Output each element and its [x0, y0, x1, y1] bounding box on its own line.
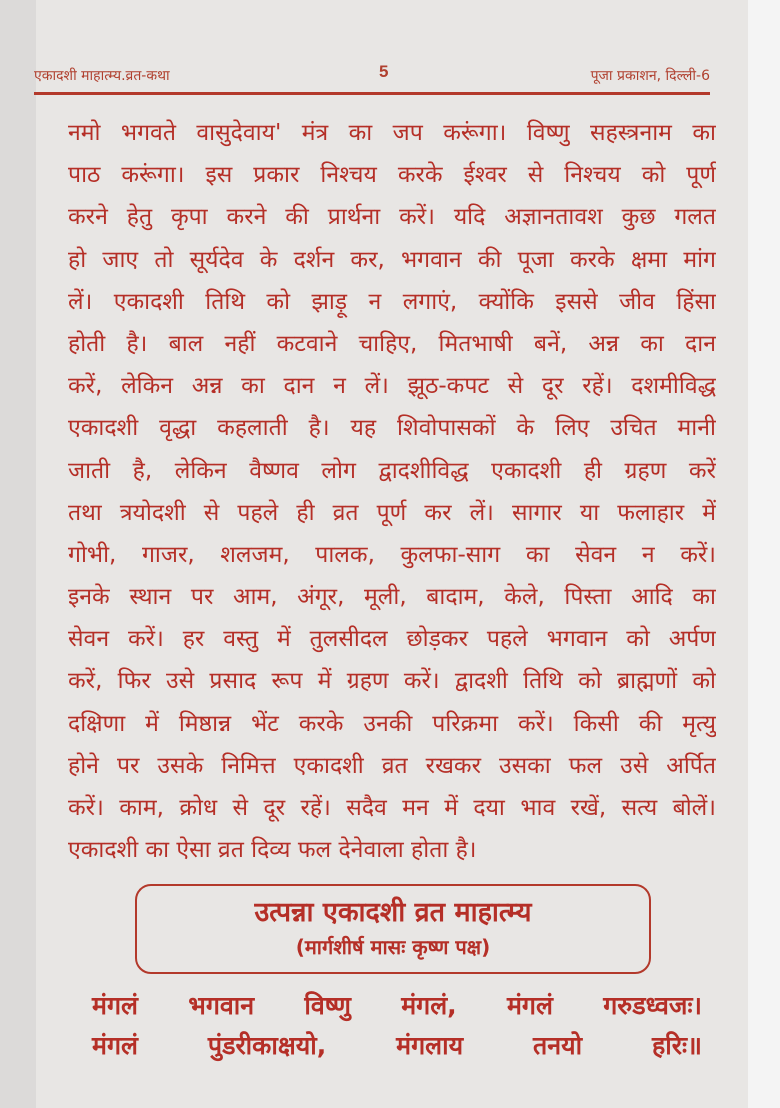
text-line: एकादशी वृद्धा कहलाती है। यह शिवोपासकों के लिए उचित मानी	[68, 415, 716, 442]
text-line: होने पर उसके निमित्त एकादशी व्रत रखकर उसका फल उसे अर्पित	[68, 752, 716, 779]
text-line: करें। काम, क्रोध से दूर रहें। सदैव मन में दया भाव रखें, सत्य बोलें।	[68, 795, 716, 821]
header-rule	[34, 92, 710, 95]
text-line: हो जाए तो सूर्यदेव के दर्शन कर, भगवान की पूजा करके क्षमा मांग	[68, 246, 716, 273]
text-line: दक्षिणा में मिष्ठान्न भेंट करके उनकी परिक्रमा करें। किसी की मृत्यु	[68, 710, 716, 737]
text-line: करें, फिर उसे प्रसाद रूप में ग्रहण करें। द्वादशी तिथि को ब्राह्मणों को	[68, 668, 716, 695]
running-header	[34, 62, 710, 88]
text-line: तथा त्रयोदशी से पहले ही व्रत पूर्ण कर लें। सागार या फलाहार में	[68, 499, 716, 526]
text-line: पाठ करूंगा। इस प्रकार निश्चय करके ईश्वर से निश्चय को पूर्ण	[68, 162, 716, 189]
page-edge	[748, 0, 780, 1108]
text-line: लें। एकादशी तिथि को झाड़ू न लगाएं, क्योंकि इससे जीव हिंसा	[68, 288, 716, 315]
book-title: एकादशी माहात्म्य.व्रत-कथा	[34, 68, 170, 84]
text-line: सेवन करें। हर वस्तु में तुलसीदल छोड़कर पहले भगवान को अर्पण	[68, 626, 716, 653]
text-line: गोभी, गाजर, शलजम, पालक, कुलफा-साग का सेवन न करें।	[68, 541, 716, 568]
mantra-line: मंगलं पुंडरीकाक्षयो, मंगलाय तनयो हरिः॥	[92, 1031, 702, 1060]
text-line: करें, लेकिन अन्न का दान न लें। झूठ-कपट से दूर रहें। दशमीविद्ध	[68, 373, 716, 400]
mantra-line: मंगलं भगवान विष्णु मंगलं, मंगलं गरुडध्वजः।	[92, 991, 702, 1020]
page-number: 5	[379, 62, 389, 81]
section-heading-box	[135, 884, 651, 974]
text-line: इनके स्थान पर आम, अंगूर, मूली, बादाम, केले, पिस्ता आदि का	[68, 584, 716, 611]
publisher: पूजा प्रकाशन, दिल्ली-6	[590, 68, 710, 84]
body-text	[68, 112, 716, 871]
text-line: जाती है, लेकिन वैष्णव लोग द्वादशीविद्ध एकादशी ही ग्रहण करें	[68, 457, 716, 484]
section-subtitle: (मार्गशीर्ष मासः कृष्ण पक्ष)	[295, 935, 491, 959]
text-line: एकादशी का ऐसा व्रत दिव्य फल देनेवाला होता है।	[68, 837, 477, 864]
section-title: उत्पन्ना एकादशी व्रत माहात्म्य	[254, 897, 532, 928]
text-line: होती है। बाल नहीं कटवाने चाहिए, मितभाषी बनें, अन्न का दान	[68, 330, 716, 357]
text-line: नमो भगवते वासुदेवाय' मंत्र का जप करूंगा। विष्णु सहस्त्रनाम का	[68, 120, 716, 146]
text-line: करने हेतु कृपा करने की प्रार्थना करें। यदि अज्ञानतावश कुछ गलत	[68, 204, 716, 231]
